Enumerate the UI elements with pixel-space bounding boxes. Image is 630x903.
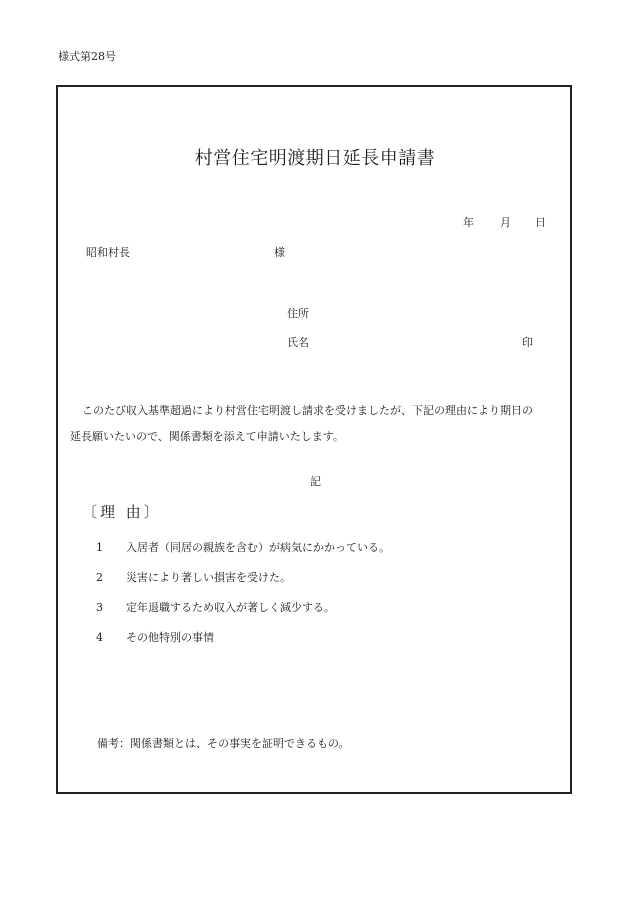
reason-number: 3 [96, 601, 103, 614]
reason-item [96, 571, 291, 585]
reason-item [96, 601, 335, 615]
reason-item [96, 541, 390, 555]
reason-text: 入居者（同居の親族を含む）が病気にかかっている。 [126, 541, 390, 554]
seal-label: 印 [522, 336, 533, 349]
date-month-label: 月 [500, 216, 511, 229]
reasons-heading: 〔理 由〕 [82, 503, 162, 521]
body-text-line-2: 延長願いたいので、関係書類を添えて申請いたします。 [70, 430, 344, 443]
body-text-line-1: このたび収入基準超過により村営住宅明渡し請求を受けましたが、下記の理由により期日の [82, 404, 533, 417]
date-day-label: 日 [535, 216, 546, 229]
form-number: 様式第28号 [58, 50, 116, 63]
reason-number: 2 [96, 571, 103, 584]
document-title: 村営住宅明渡期日延長申請書 [194, 148, 436, 169]
reason-text: 定年退職するため収入が著しく減少する。 [126, 601, 335, 614]
addressee-honorific: 様 [274, 246, 285, 259]
note-text: 備考：関係書類とは、その事実を証明できるもの。 [97, 737, 350, 750]
addressee-name: 昭和村長 [86, 246, 130, 259]
name-label: 氏名 [287, 336, 309, 349]
address-label: 住所 [287, 307, 309, 320]
reason-item [96, 631, 214, 645]
reason-number: 4 [96, 631, 103, 644]
reason-number: 1 [96, 541, 103, 554]
ki-label: 記 [310, 475, 321, 488]
date-year-label: 年 [463, 216, 474, 229]
reason-text: その他特別の事情 [126, 631, 214, 644]
reason-text: 災害により著しい損害を受けた。 [126, 571, 291, 584]
